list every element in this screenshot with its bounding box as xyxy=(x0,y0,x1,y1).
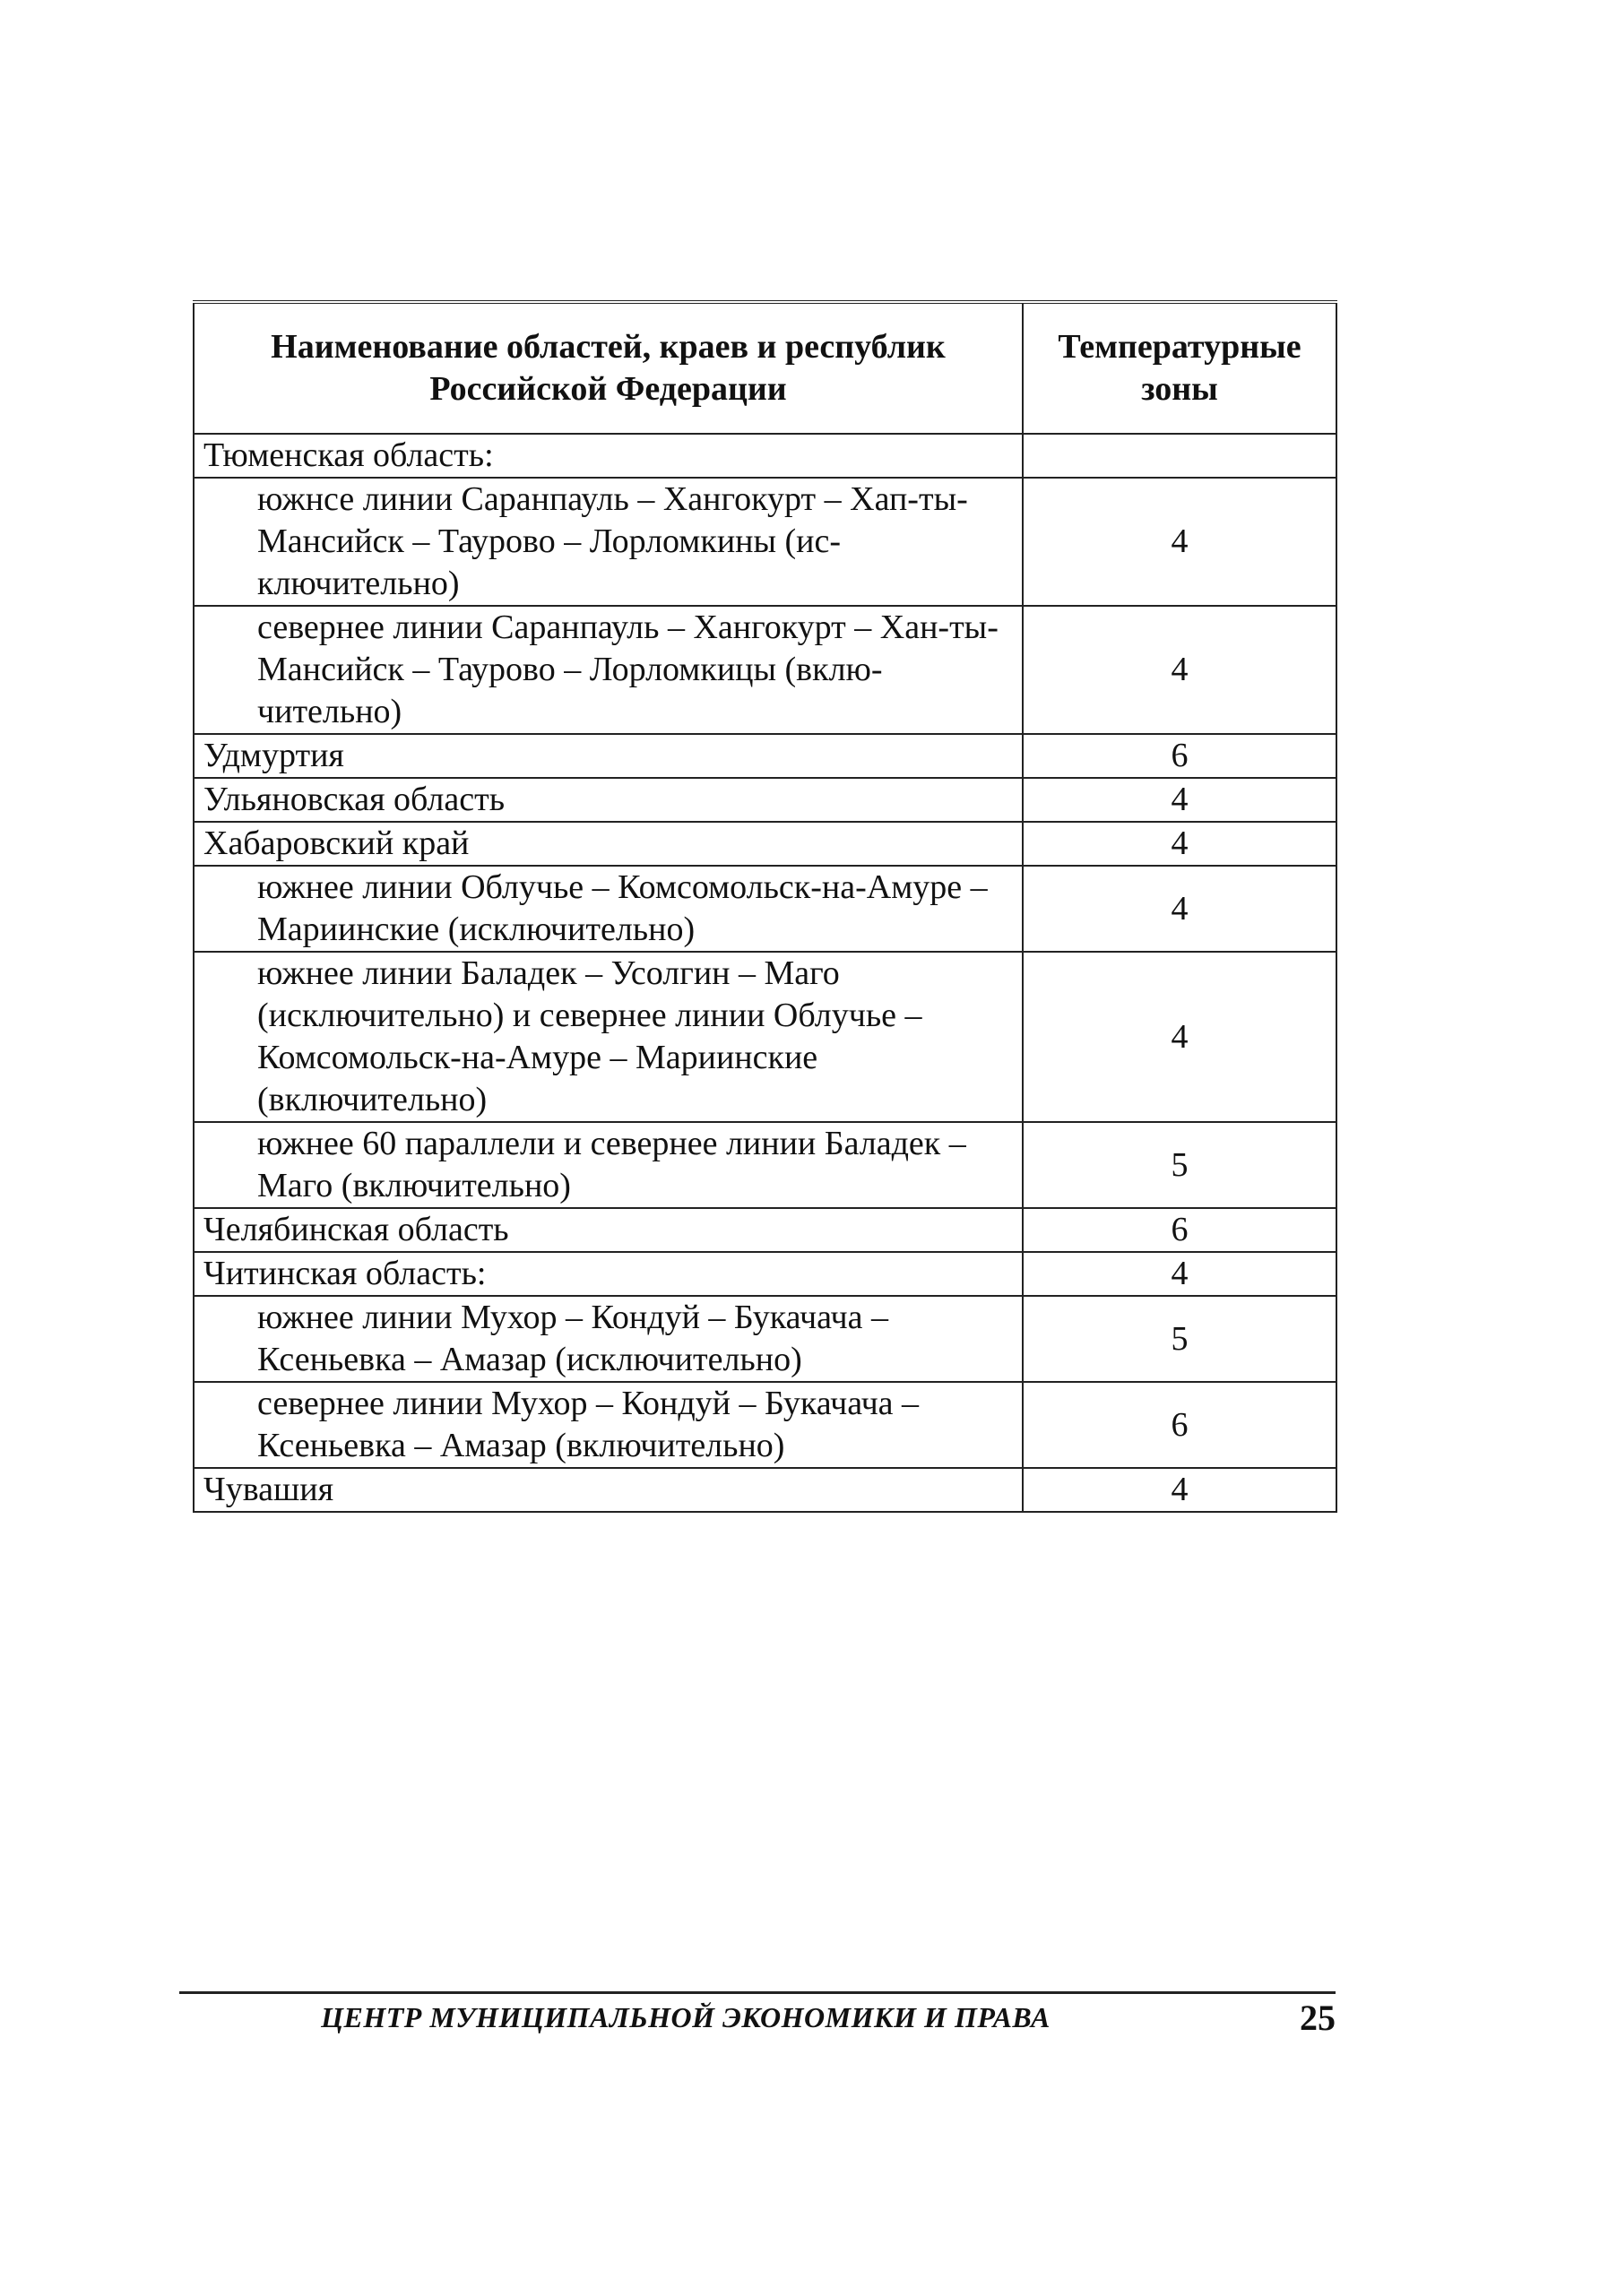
page-number: 25 xyxy=(1300,1998,1336,2038)
zone-value-cell: 4 xyxy=(1023,1252,1336,1296)
zone-value-cell: 4 xyxy=(1023,1468,1336,1512)
table-row xyxy=(194,778,1336,822)
table-row xyxy=(194,866,1336,952)
region-name-cell: севернее линии Саранпауль – Хангокурт – Хан-ты-Мансийск – Таурово – Лорломкицы (вклю-чительно) xyxy=(194,606,1023,734)
zone-value-cell: 4 xyxy=(1023,778,1336,822)
table-row xyxy=(194,1208,1336,1252)
table-row xyxy=(194,434,1336,478)
region-name-cell: Ульяновская область xyxy=(194,778,1023,822)
region-name-cell: южнее линии Баладек – Усолгин – Маго (исключительно) и севернее линии Облучье – Комсомольск-на-Амуре – Мариинские (включительно) xyxy=(194,952,1023,1122)
footer-divider xyxy=(179,1991,1336,1994)
zone-value-cell: 6 xyxy=(1023,734,1336,778)
zone-value-cell: 4 xyxy=(1023,478,1336,606)
temperature-zones-table xyxy=(193,300,1337,1513)
region-name-cell: южнее линии Мухор – Кондуй – Букачача – Ксеньевка – Амазар (исключительно) xyxy=(194,1296,1023,1382)
table-row xyxy=(194,1252,1336,1296)
table-row xyxy=(194,1122,1336,1208)
region-name-cell: Удмуртия xyxy=(194,734,1023,778)
region-name-cell: Читинская область: xyxy=(194,1252,1023,1296)
region-name-cell: Тюменская область: xyxy=(194,434,1023,478)
table-row xyxy=(194,822,1336,866)
zone-value-cell: 4 xyxy=(1023,866,1336,952)
table-row xyxy=(194,952,1336,1122)
table-body xyxy=(194,434,1336,1512)
table-row xyxy=(194,1296,1336,1382)
region-name-cell: южнее линии Облучье – Комсомольск-на-Амуре – Мариинские (исключительно) xyxy=(194,866,1023,952)
zone-value-cell: 5 xyxy=(1023,1122,1336,1208)
zone-value-cell: 5 xyxy=(1023,1296,1336,1382)
zone-value-cell: 6 xyxy=(1023,1382,1336,1468)
table-row xyxy=(194,734,1336,778)
table-row xyxy=(194,606,1336,734)
zone-value-cell: 4 xyxy=(1023,822,1336,866)
zone-value-cell xyxy=(1023,434,1336,478)
table-row xyxy=(194,1468,1336,1512)
header-region-name: Наименование областей, краев и республик Российской Федерации xyxy=(194,302,1023,434)
table-row xyxy=(194,478,1336,606)
region-name-cell: Хабаровский край xyxy=(194,822,1023,866)
region-name-cell: севернее линии Мухор – Кондуй – Букачача – Ксеньевка – Амазар (включительно) xyxy=(194,1382,1023,1468)
header-temperature-zone: Температурные зоны xyxy=(1023,302,1336,434)
region-name-cell: южнее 60 параллели и севернее линии Баладек – Маго (включительно) xyxy=(194,1122,1023,1208)
table-row xyxy=(194,1382,1336,1468)
zone-value-cell: 4 xyxy=(1023,952,1336,1122)
region-name-cell: Чувашия xyxy=(194,1468,1023,1512)
table-header-row xyxy=(194,302,1336,434)
zone-value-cell: 6 xyxy=(1023,1208,1336,1252)
footer-publisher: ЦЕНТР МУНИЦИПАЛЬНОЙ ЭКОНОМИКИ И ПРАВА xyxy=(321,2001,1051,2033)
region-name-cell: Челябинская область xyxy=(194,1208,1023,1252)
region-name-cell: южнсе линии Саранпауль – Хангокурт – Хап-ты-Мансийск – Таурово – Лорломкины (ис-ключительно) xyxy=(194,478,1023,606)
zone-value-cell: 4 xyxy=(1023,606,1336,734)
